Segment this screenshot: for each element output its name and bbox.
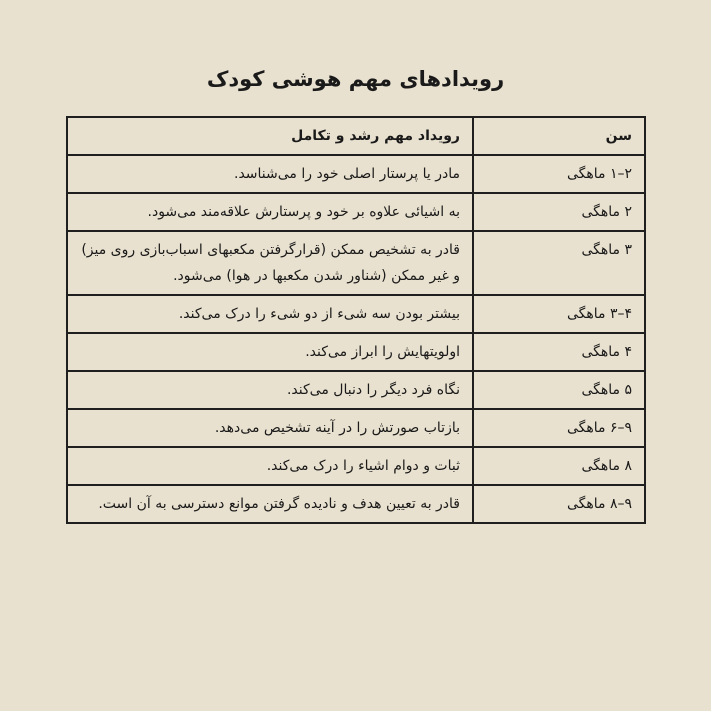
table-row [67,295,645,333]
age-column-header: سن [473,117,645,155]
event-cell: بیشتر بودن سه شیء از دو شیء را درک می‌کند. [67,295,473,333]
milestones-table [66,116,646,524]
table-row [67,155,645,193]
age-cell: ۸ ماهگی [473,447,645,485]
event-cell: بازتاب صورتش را در آینه تشخیص می‌دهد. [67,409,473,447]
event-cell: قادر به تشخیص ممکن (قرارگرفتن مکعبهای اسباب‌بازی روی میز) و غیر ممکن (شناور شدن مکعبها در هوا) می‌شود. [67,231,473,295]
age-cell: ۲–۱ ماهگی [473,155,645,193]
table-row [67,193,645,231]
table-row [67,231,645,295]
age-cell: ۴–۳ ماهگی [473,295,645,333]
event-cell: ثبات و دوام اشیاء را درک می‌کند. [67,447,473,485]
table-row [67,409,645,447]
event-cell: مادر یا پرستار اصلی خود را می‌شناسد. [67,155,473,193]
page-title: رویدادهای مهم هوشی کودک [206,67,505,91]
table-header-row [67,117,645,155]
age-cell: ۴ ماهگی [473,333,645,371]
age-cell: ۵ ماهگی [473,371,645,409]
event-cell: به اشیائی علاوه بر خود و پرستارش علاقه‌مند می‌شود. [67,193,473,231]
event-cell: قادر به تعیین هدف و نادیده گرفتن موانع دسترسی به آن است. [67,485,473,523]
table-row [67,371,645,409]
age-cell: ۹–۸ ماهگی [473,485,645,523]
event-column-header: رویداد مهم رشد و تکامل [67,117,473,155]
event-cell: اولویتهایش را ابراز می‌کند. [67,333,473,371]
age-cell: ۳ ماهگی [473,231,645,295]
table-row [67,447,645,485]
age-cell: ۹–۶ ماهگی [473,409,645,447]
table-row [67,333,645,371]
event-cell: نگاه فرد دیگر را دنبال می‌کند. [67,371,473,409]
age-cell: ۲ ماهگی [473,193,645,231]
table-row [67,485,645,523]
